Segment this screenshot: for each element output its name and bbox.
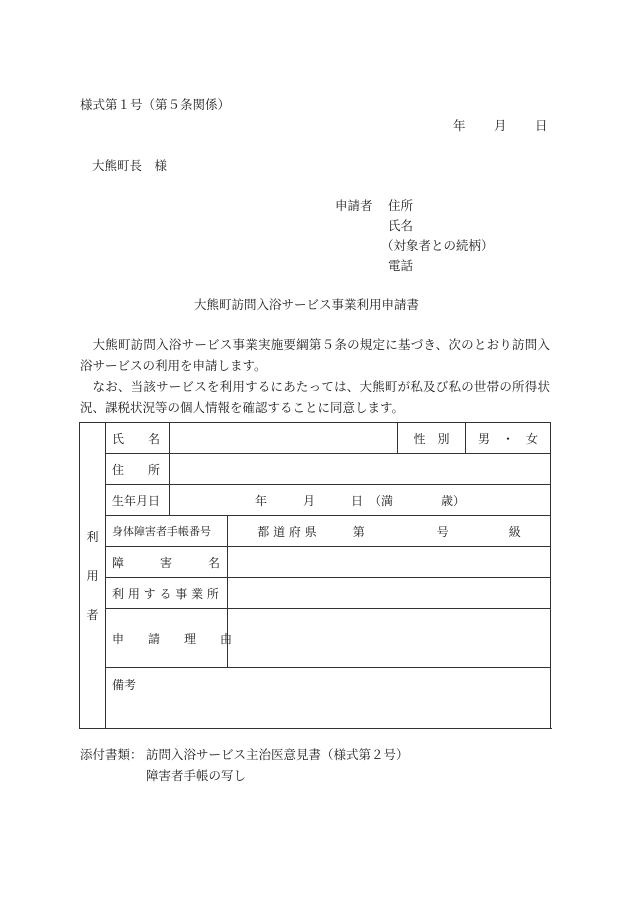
cert-number-field[interactable]: 都 道 府 県 第 号 級 [228, 516, 551, 547]
side-char-1: 利 [86, 530, 99, 544]
date-day: 日 [535, 118, 548, 133]
name-label: 氏 名 [106, 423, 170, 454]
applicant-address: 住所 [388, 198, 414, 213]
attachment-item-2: 障害者手帳の写し [146, 768, 247, 783]
cert-number-label: 身体障害者手帳番号 [106, 516, 228, 547]
disability-field[interactable] [228, 547, 551, 578]
reason-field[interactable] [228, 609, 551, 668]
form-number: 様式第１号（第５条関係） [80, 97, 231, 112]
facility-label: 利 用 す る 事 業 所 [106, 578, 228, 609]
document-title: 大熊町訪問入浴サービス事業利用申請書 [194, 297, 420, 312]
sex-options[interactable]: 男 ・ 女 [466, 423, 551, 454]
birth-field[interactable]: 年 月 日 （満 歳） [170, 485, 551, 516]
date-month: 月 [494, 118, 507, 133]
applicant-label: 申請者 [335, 198, 373, 213]
side-char-3: 者 [86, 608, 99, 622]
addressee: 大熊町長 様 [92, 158, 168, 173]
body-text [80, 334, 550, 418]
remarks-label: 備考 [112, 678, 137, 692]
attachments-label: 添付書類： [80, 747, 143, 762]
applicant-phone: 電話 [388, 258, 414, 273]
birth-label: 生年月日 [106, 485, 170, 516]
user-side-label [80, 423, 106, 729]
remarks-cell[interactable] [106, 668, 551, 729]
reason-label: 申 請 理 由 [106, 609, 228, 668]
date-year: 年 [453, 118, 466, 133]
address-field[interactable] [170, 454, 551, 485]
address-label: 住 所 [106, 454, 170, 485]
applicant-relation: （対象者との続柄） [381, 238, 494, 253]
attachment-item-1: 訪問入浴サービス主治医意見書（様式第２号） [146, 747, 409, 762]
applicant-table [79, 422, 551, 729]
facility-field[interactable] [228, 578, 551, 609]
body-paragraph-1: 大熊町訪問入浴サービス事業実施要綱第５条の規定に基づき、次のとおり訪問入浴サービスの利用を申請します。 [80, 337, 550, 373]
name-field[interactable] [170, 423, 398, 454]
body-paragraph-2: なお、当該サービスを利用するにあたっては、大熊町が私及び私の世帯の所得状況、課税状況等の個人情報を確認することに同意します。 [80, 379, 550, 415]
applicant-name: 氏名 [388, 218, 414, 233]
side-char-2: 用 [86, 569, 99, 583]
sex-label: 性 別 [398, 423, 466, 454]
disability-label: 障 害 名 [106, 547, 228, 578]
